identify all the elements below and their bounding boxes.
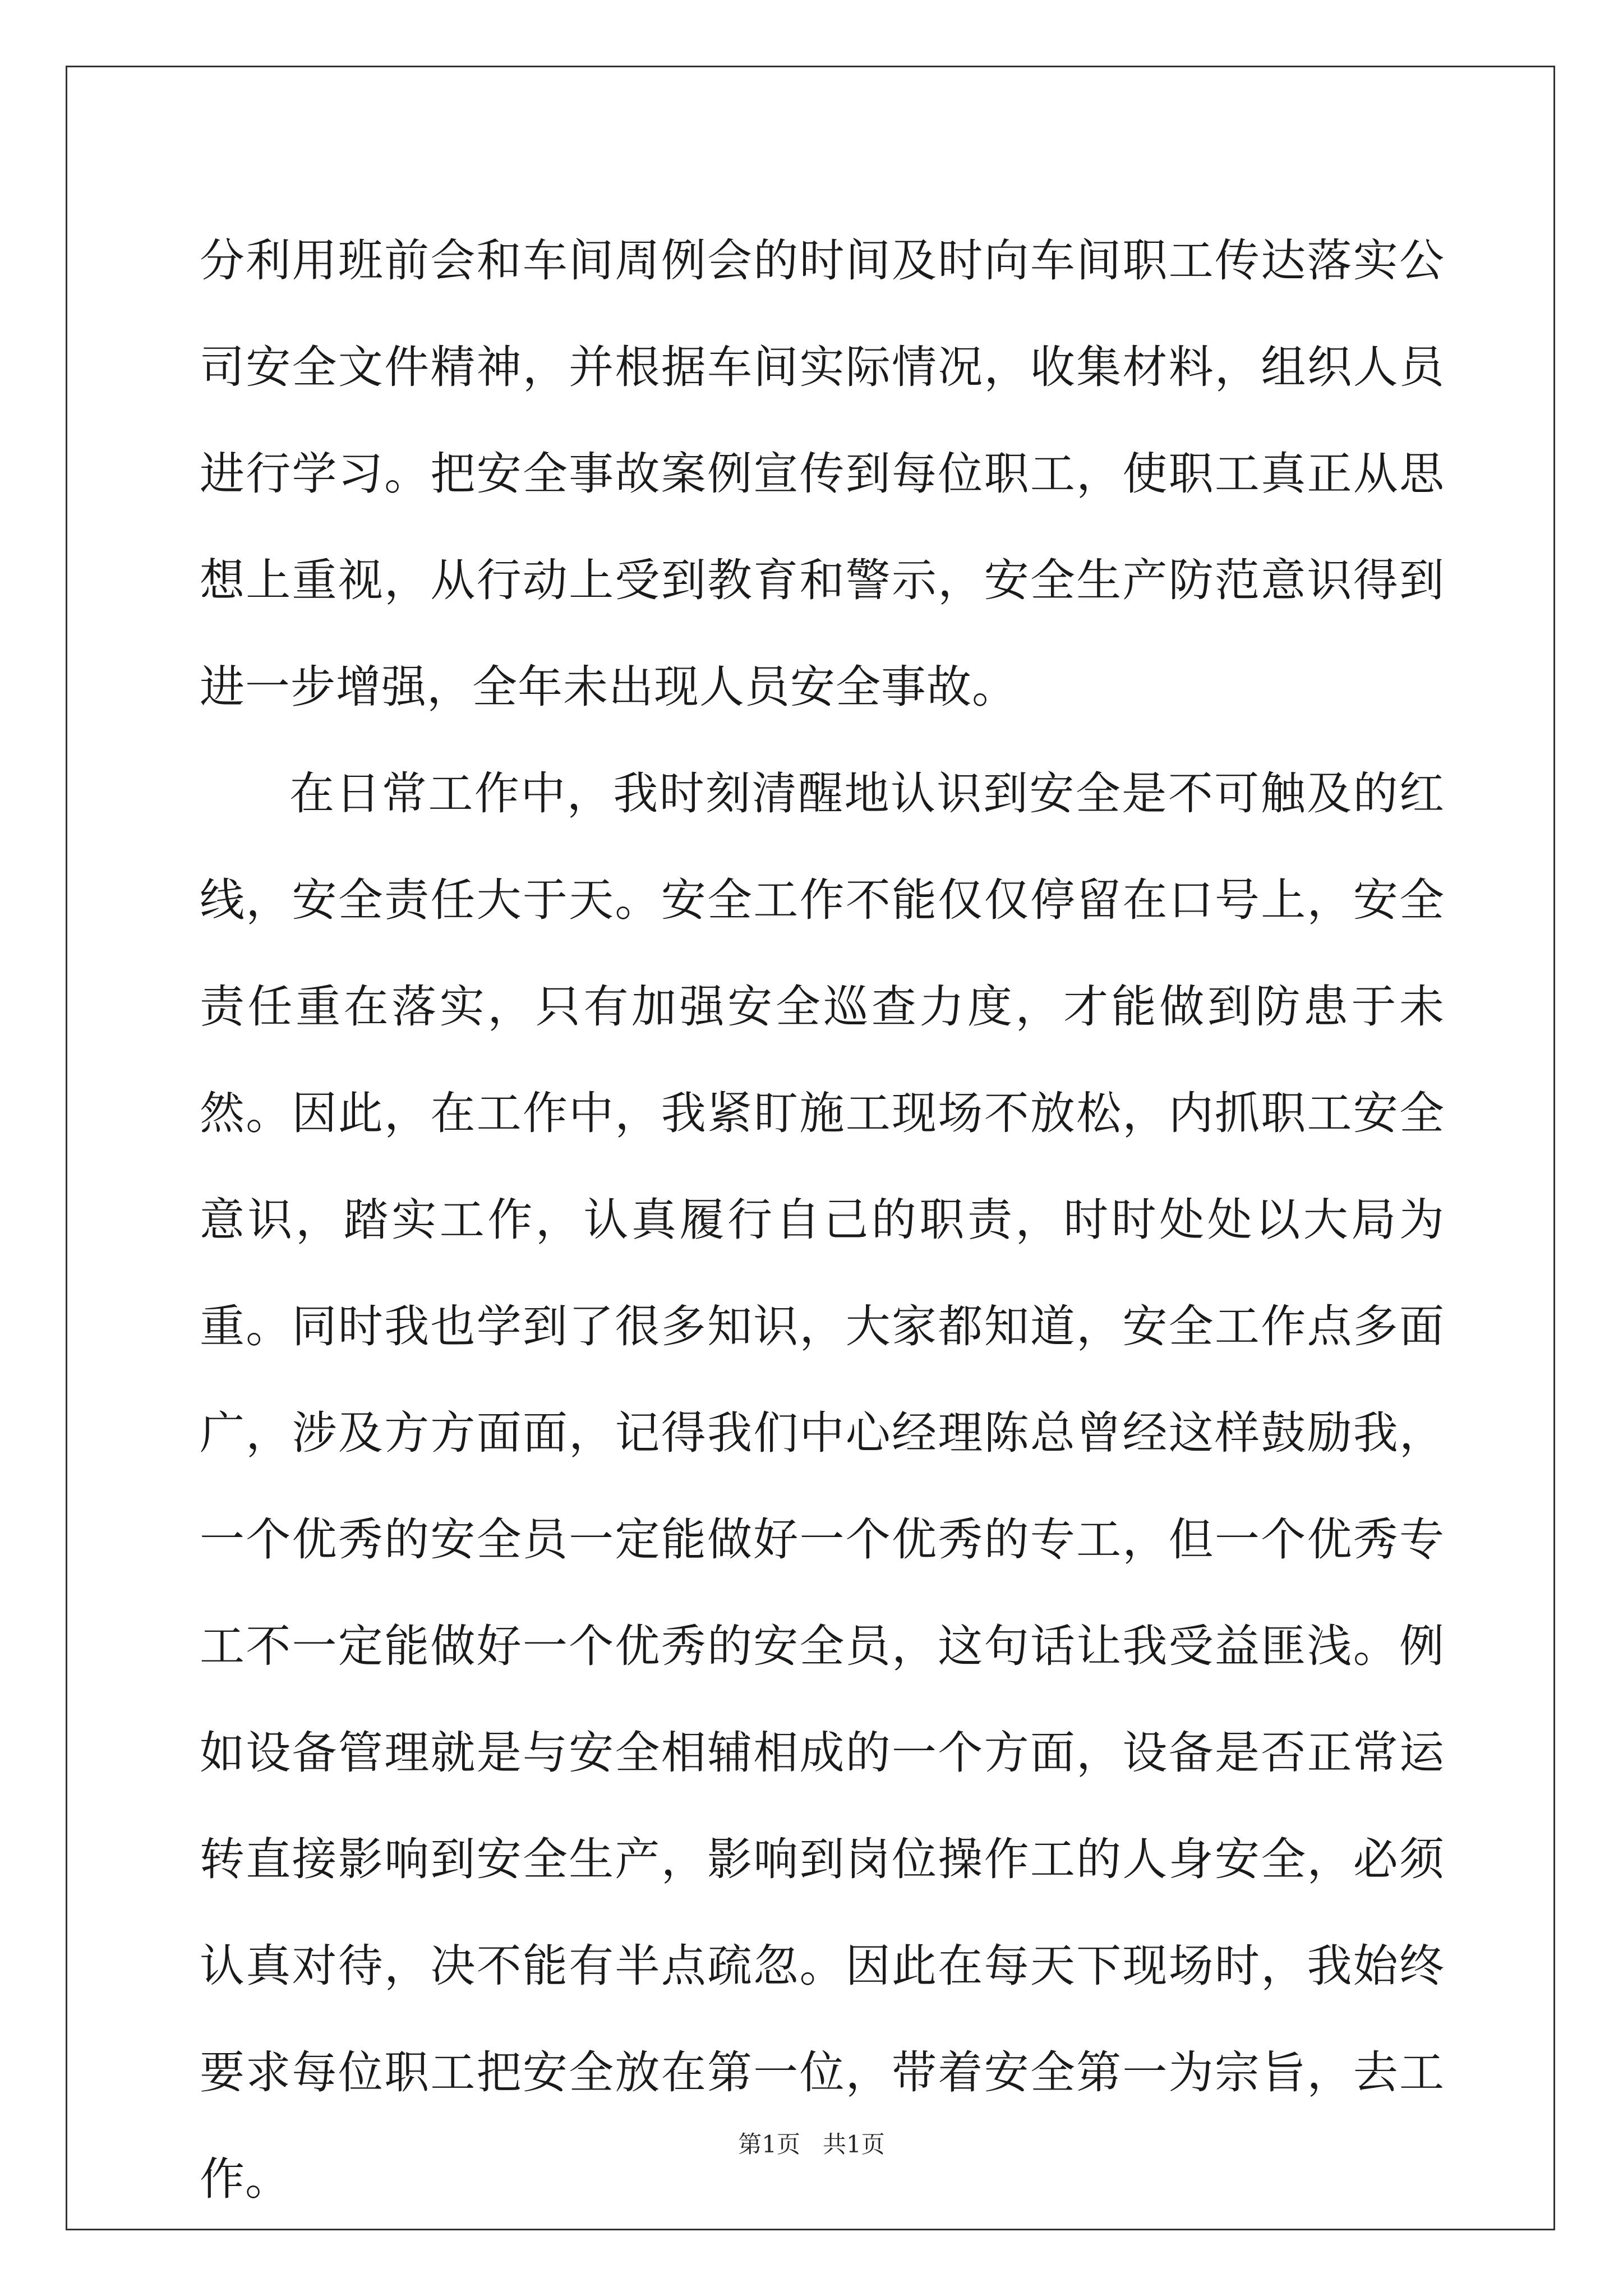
paragraph-2: 在日常工作中，我时刻清醒地认识到安全是不可触及的红线，安全责任大于天。安全工作不能仅仅停留在口号上，安全责任重在落实，只有加强安全巡查力度，才能做到防患于未然。因此，在工作中，我紧盯施工现场不放松，内抓职工安全意识，踏实工作，认真履行自己的职责，时时处处以大局为重。同时我也学到了很多知识，大家都知道，安全工作点多面广，涉及方方面面，记得我们中心经理陈总曾经这样鼓励我，一个优秀的安全员一定能做好一个优秀的专工，但一个优秀专工不一定能做好一个优秀的安全员，这句话让我受益匪浅。例如设备管理就是与安全相辅相成的一个方面，设备是否正常运转直接影响到安全生产，影响到岗位操作工的人身安全，必须认真对待，决不能有半点疏忽。因此在每天下现场时，我始终要求每位职工把安全放在第一位，带着安全第一为宗旨，去工作。 [200,767,1445,2205]
paragraph-1: 分利用班前会和车间周例会的时间及时向车间职工传达落实公司安全文件精神，并根据车间实际情况，收集材料，组织人员进行学习。把安全事故案例宣传到每位职工，使职工真正从思想上重视，从行动上受到教育和警示，安全生产防范意识得到进一步增强，全年未出现人员安全事故。 [200,234,1445,713]
page-number-footer: 第1页 共1页 [738,2131,885,2158]
document-body [200,208,1445,2233]
